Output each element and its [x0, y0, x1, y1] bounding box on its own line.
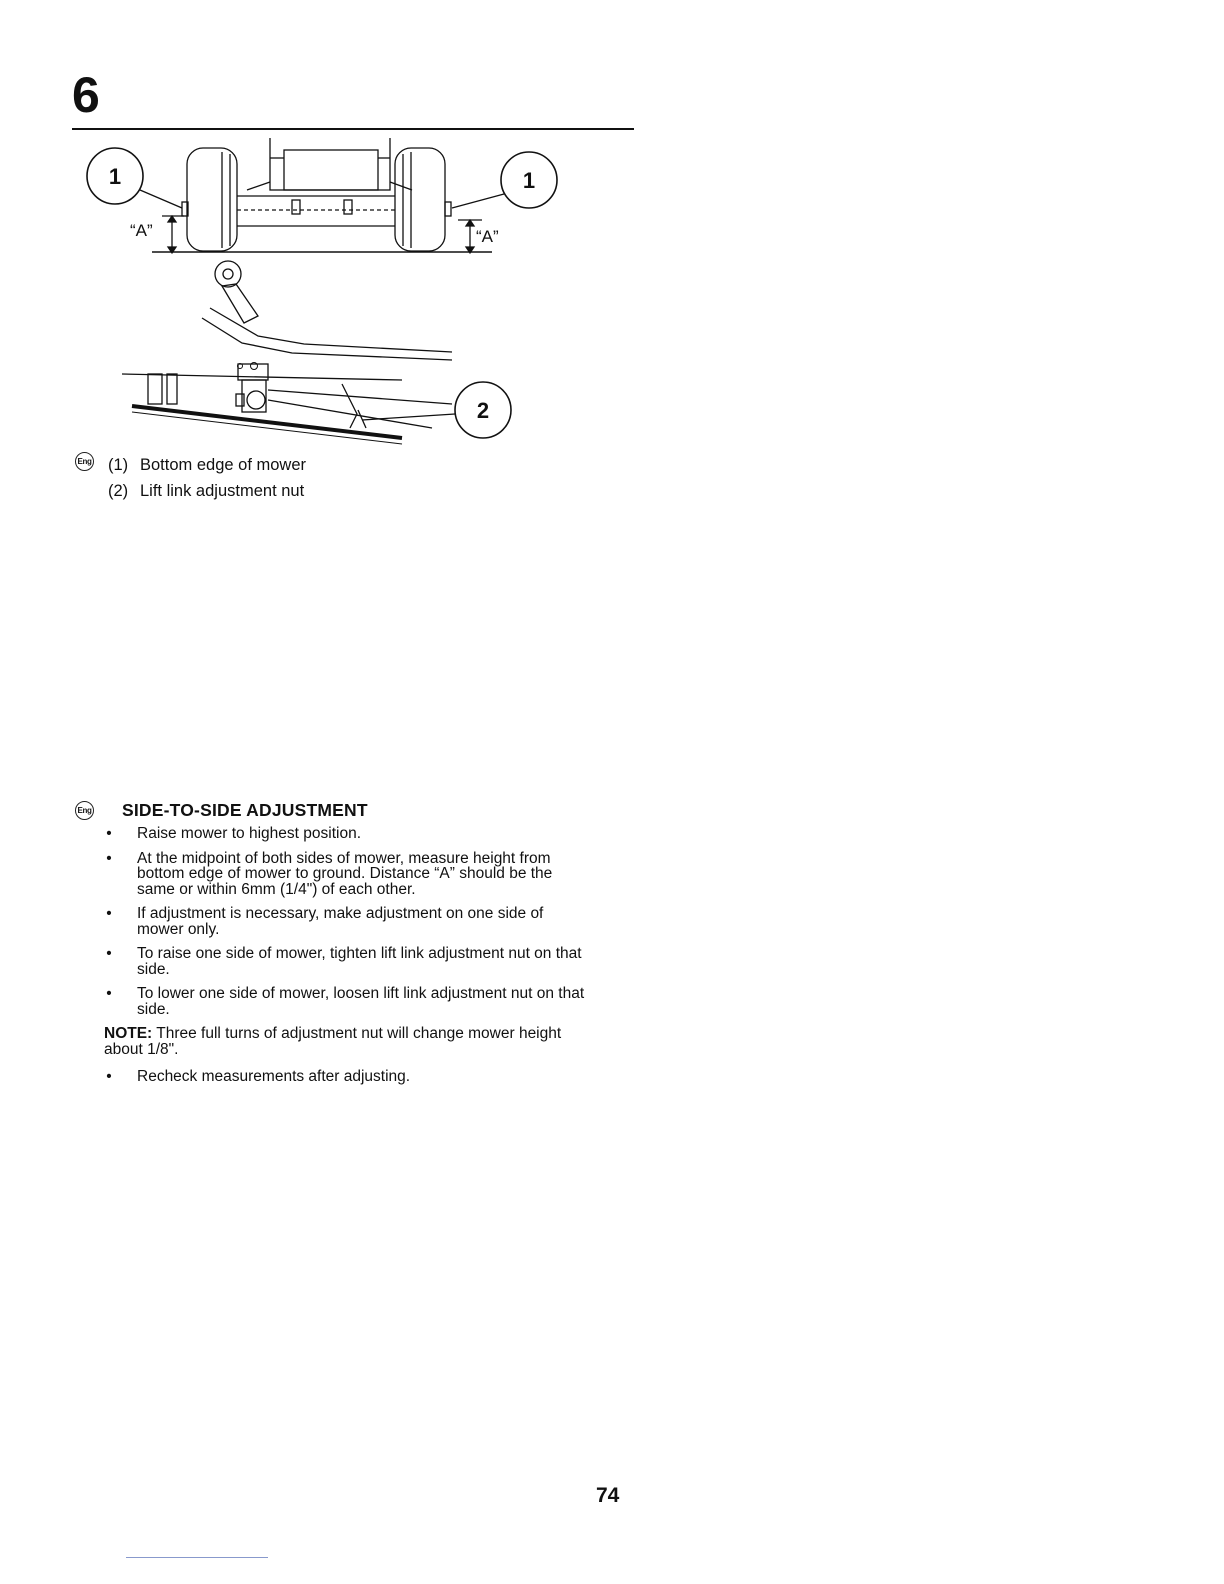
bullet-icon: •: [106, 849, 112, 867]
bullet-icon: •: [106, 945, 112, 962]
deck-edge-right: [445, 202, 451, 216]
instruction-bullet: • Raise mower to highest position.: [104, 826, 586, 842]
svg-text:1: 1: [108, 164, 122, 189]
mower-height-figure: [72, 138, 572, 453]
instruction-bullet: • If adjustment is necessary, make adjustment on one side of mower only.: [104, 906, 586, 937]
legend-item: (1) Bottom edge of mower: [108, 456, 306, 474]
tractor-front-view: [152, 138, 492, 252]
svg-text:2: 2: [476, 398, 490, 423]
mower-diagram: [72, 138, 572, 453]
callout-1-left: [87, 148, 182, 208]
bullet-icon: •: [106, 905, 112, 922]
section-rule: [72, 128, 634, 130]
note-paragraph: NOTE: Three full turns of adjustment nut will change mower height about 1/8".: [104, 1025, 562, 1058]
eng-language-icon: Eng: [75, 452, 94, 471]
callout-1-right: [452, 152, 557, 208]
section-number: 6: [72, 67, 100, 123]
bullet-icon: •: [106, 1068, 112, 1085]
dimension-a-right: [458, 220, 499, 253]
eng-language-icon: Eng: [75, 801, 94, 820]
engine-block: [270, 138, 390, 190]
instructions-body: [104, 826, 586, 1094]
svg-text:“A”: “A”: [130, 221, 153, 240]
svg-text:1: 1: [522, 168, 536, 193]
instruction-bullet: • To lower one side of mower, loosen lift link adjustment nut on that side.: [104, 986, 586, 1017]
instruction-bullet: • Recheck measurements after adjusting.: [104, 1069, 586, 1085]
bullet-icon: •: [106, 825, 112, 842]
svg-text:“A”: “A”: [476, 227, 499, 246]
callout-2: [362, 382, 511, 438]
dimension-a-left: [130, 216, 184, 253]
figure-legend: [108, 455, 306, 507]
instruction-bullet: • At the midpoint of both sides of mower, measure height from bottom edge of mower to ground. Distance “A” should be the same or within 6mm (1/4") of each other.: [104, 851, 586, 898]
page-number: 74: [596, 1484, 620, 1507]
legend-item: (2) Lift link adjustment nut: [108, 482, 305, 500]
section-heading: SIDE-TO-SIDE ADJUSTMENT: [122, 800, 368, 820]
lift-link-side-view: [122, 261, 452, 444]
instruction-bullet: • To raise one side of mower, tighten lift link adjustment nut on that side.: [104, 946, 586, 977]
footer-rule: [126, 1557, 268, 1558]
bullet-icon: •: [106, 985, 112, 1002]
